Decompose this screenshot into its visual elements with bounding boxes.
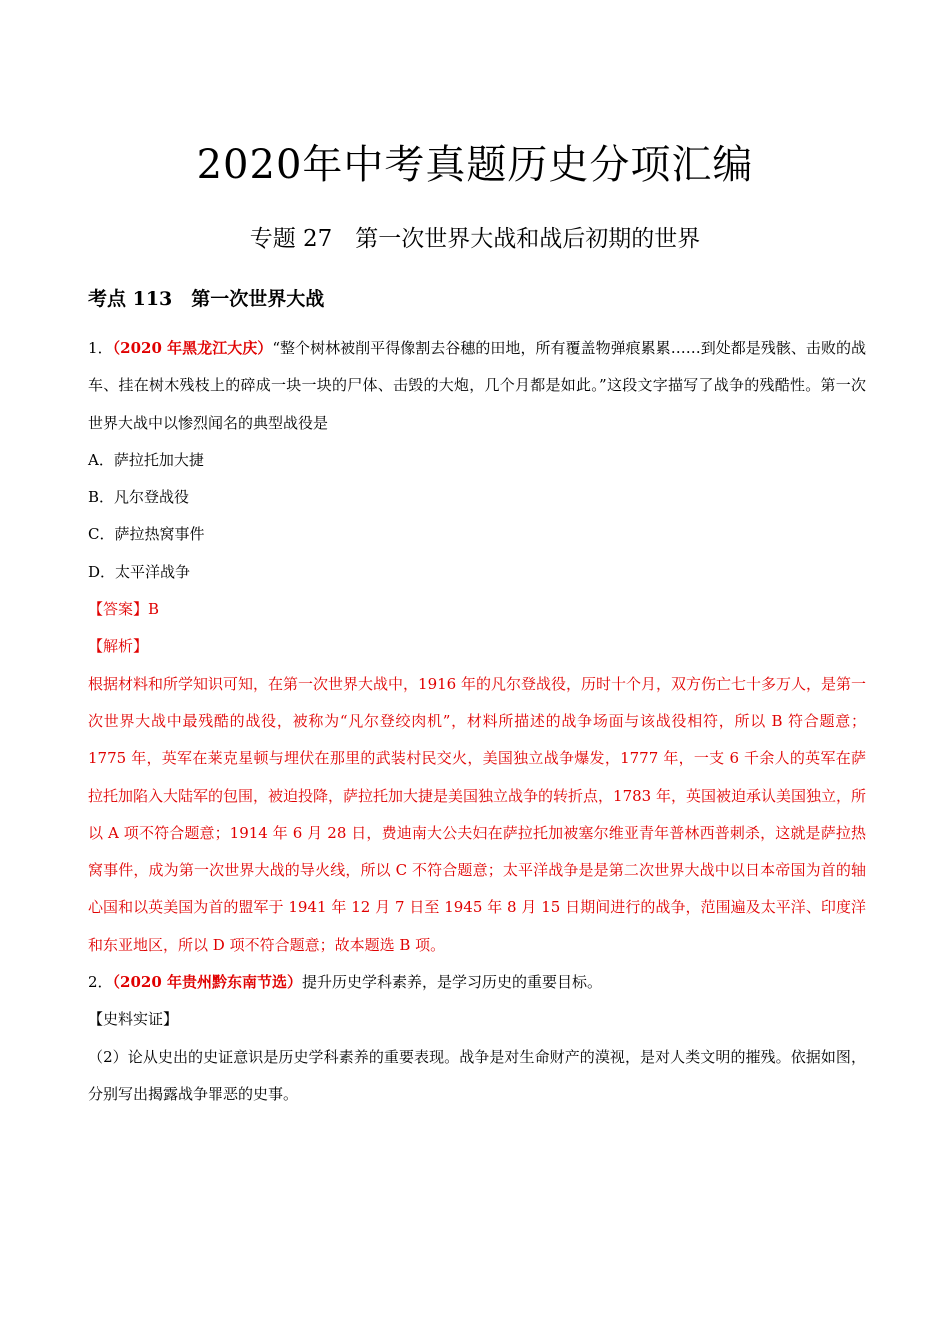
question-2-number: 2．: [88, 973, 113, 992]
analysis-label: 【解析】: [88, 637, 149, 656]
question-2-source: （2020 年贵州黔东南节选）: [112, 973, 303, 992]
answer-label: 【答案】B: [88, 600, 160, 619]
section-heading: 考点 113 第一次世界大战: [88, 288, 325, 310]
question-2-tag: 【史料实证】: [88, 1010, 179, 1029]
question-1-number: 1．: [88, 339, 113, 357]
question-2-subquestion: （2）论从史出的史证意识是历史学科素养的重要表现。战争是对生命财产的漠视，是对人类文明的摧残。依据如图，分别写出揭露战争罪恶的史事。: [88, 1047, 866, 1103]
option-d: D．太平洋战争: [88, 562, 191, 581]
document-title: 2020年中考真题历史分项汇编: [196, 142, 754, 188]
option-b: B．凡尔登战役: [88, 488, 190, 507]
option-a: A．萨拉托加大捷: [88, 450, 204, 469]
topic-subtitle: 专题 27 第一次世界大战和战后初期的世界: [249, 226, 701, 252]
option-c: C．萨拉热窝事件: [88, 525, 205, 544]
question-1-source: （2020 年黑龙江大庆）: [112, 339, 273, 357]
question-2: [88, 964, 866, 1001]
question-1: [88, 330, 866, 442]
question-1-stem: “整个树林被削平得像割去谷穗的田地，所有覆盖物弹痕累累……到处都是残骸、击败的战车、挂在树木残枝上的碎成一块一块的尸体、击毁的大炮，几个月都是如此。”这段文字描写了战争的残酷性。第一次世界大战中以惨烈闻名的典型战役是: [88, 339, 866, 432]
question-2-stem: 提升历史学科素养，是学习历史的重要目标。: [302, 973, 603, 992]
document-body: [88, 330, 866, 1113]
analysis-text: 根据材料和所学知识可知，在第一次世界大战中，1916 年的凡尔登战役，历时十个月，双方伤亡七十多万人，是第一次世界大战中最残酷的战役，被称为“凡尔登绞肉机”，材料所描述的战争场面与该战役相符，所以 B 符合题意；1775 年，英军在莱克星顿与埋伏在那里的武装村民交火，美国独立战争爆发，1777 年，一支 6 千余人的英军在萨拉托加陷入大陆军的包围，被迫投降，萨拉托加大捷是美国独立战争的转折点，1783 年，英国被迫承认美国独立，所以 A 项不符合题意；1914 年 6 月 28 日，费迪南大公夫妇在萨拉托加被塞尔维亚青年普林西普刺杀，这就是萨拉热窝事件，成为第一次世界大战的导火线，所以 C 不符合题意；太平洋战争是是第二次世界大战中以日本帝国为首的轴心国和以英美国为首的盟军于 1941 年 12 月 7 日至 1945 年 8 月 15 日期间进行的战争，范围遍及太平洋、印度洋和东亚地区，所以 D 项不符合题意；故本题选 B 项。: [88, 674, 866, 954]
